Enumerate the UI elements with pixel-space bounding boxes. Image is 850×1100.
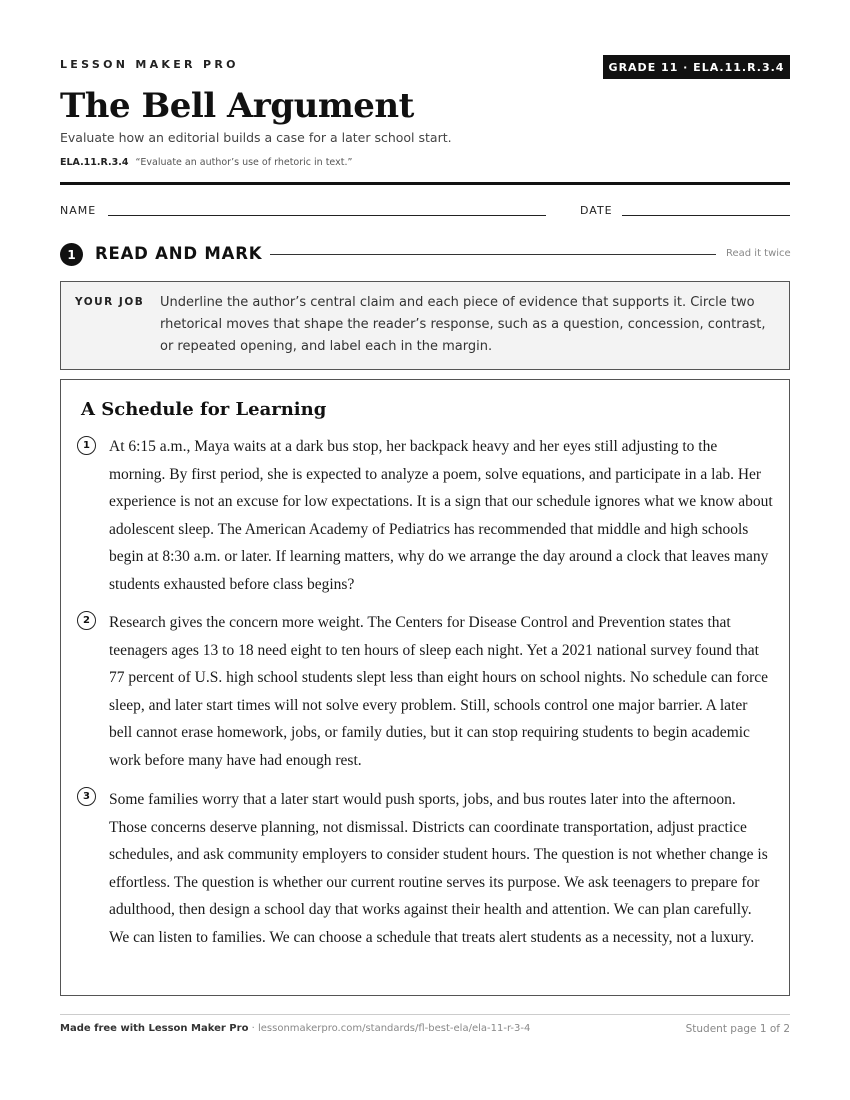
standard-code: ELA.11.R.3.4: [60, 157, 129, 168]
footer-separator: ·: [248, 1023, 258, 1034]
standard-line: [60, 157, 352, 168]
instructions-label: YOUR JOB: [75, 296, 145, 308]
paragraph-3: Some families worry that a later start would push sports, jobs, and bus routes later into the afternoon. Those concerns deserve planning, not dismissal. Districts can coordinate transportation, adjust practice schedules, and ask community employers to consider student hours. The question is not whether change is effortless. The question is whether our current routine serves its purpose. We ask teenagers to prepare for adulthood, then design a school day that works against their health and attention. We can plan carefully. We can listen to families. We can choose a schedule that treats alert students as a necessity, not a luxury.: [109, 791, 768, 946]
section-divider: [270, 254, 716, 255]
footer-divider: [60, 1014, 790, 1015]
section-title: READ AND MARK: [95, 244, 263, 263]
section-number-badge: 1: [60, 243, 83, 266]
name-label: NAME: [60, 204, 97, 217]
brand-name: LESSON MAKER PRO: [60, 58, 239, 71]
page-number: Student page 1 of 2: [685, 1023, 790, 1035]
footer-credit: [60, 1023, 530, 1034]
instructions-text: Underline the author’s central claim and each piece of evidence that supports it. Circle two rhetorical moves that shape the reader’s response, such as a question, concession, contrast, or repeated opening, and label each in the margin.: [160, 295, 766, 354]
paragraph-number-2: 2: [77, 611, 96, 630]
footer-made-with: Made free with Lesson Maker Pro: [60, 1023, 249, 1034]
header-divider: [60, 182, 790, 185]
section-hint: Read it twice: [726, 248, 791, 259]
grade-standard-badge: GRADE 11 · ELA.11.R.3.4: [603, 55, 790, 79]
date-label: DATE: [580, 204, 613, 217]
passage-box: [60, 379, 790, 996]
worksheet-subtitle: Evaluate how an editorial builds a case for a later school start.: [60, 130, 452, 145]
paragraph-1: At 6:15 a.m., Maya waits at a dark bus stop, her backpack heavy and her eyes still adjusting to the morning. By first period, she is expected to analyze a poem, solve equations, and participate in a lab. Her experience is not an excuse for low expectations. It is a sign that our schedule ignores what we know about adolescent sleep. The American Academy of Pediatrics has recommended that middle and high schools begin at 8:30 a.m. or later. If learning matters, why do we arrange the day around a clock that leaves many students exhausted before class begins?: [109, 438, 773, 593]
paragraph-2: Research gives the concern more weight. The Centers for Disease Control and Prevention states that teenagers ages 13 to 18 need eight to ten hours of sleep each night. Yet a 2021 national survey found that 77 percent of U.S. high school students slept less than eight hours on school nights. No schedule can force sleep, and later start times will not solve every problem. Still, schools control one major barrier. A later bell cannot erase homework, jobs, or family duties, but it can stop requiring students to begin academic work before many have had enough rest.: [109, 614, 769, 769]
instructions-box: [60, 281, 790, 370]
date-field[interactable]: [622, 215, 790, 216]
passage-title: A Schedule for Learning: [81, 399, 327, 420]
worksheet-title: The Bell Argument: [60, 86, 414, 126]
footer-url[interactable]: lessonmakerpro.com/standards/fl-best-ela/ela-11-r-3-4: [257, 1023, 531, 1034]
paragraph-number-1: 1: [77, 436, 96, 455]
name-field[interactable]: [108, 215, 546, 216]
standard-description: “Evaluate an author’s use of rhetoric in text.”: [135, 157, 353, 168]
paragraph-number-3: 3: [77, 787, 96, 806]
